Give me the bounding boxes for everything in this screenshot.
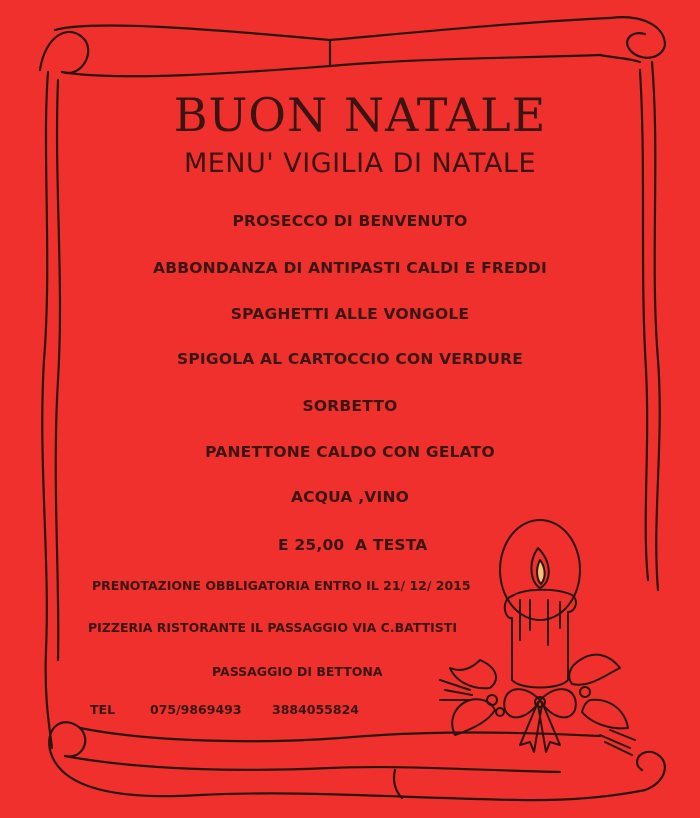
menu-item: SORBETTO (302, 397, 398, 415)
phone-number-landline: 075/9869493 (150, 702, 242, 717)
menu-item: PANETTONE CALDO CON GELATO (205, 443, 495, 461)
phone-label: TEL (90, 702, 116, 717)
page-title: BUON NATALE (173, 88, 547, 142)
menu-subtitle: MENU' VIGILIA DI NATALE (183, 148, 537, 179)
menu-item: ACQUA ,VINO (290, 488, 410, 506)
menu-item: ABBONDANZA DI ANTIPASTI CALDI E FREDDI (153, 259, 547, 277)
candle-with-holly-illustration (440, 520, 635, 755)
restaurant-address: PIZZERIA RISTORANTE IL PASSAGGIO VIA C.BATTISTI (88, 620, 457, 635)
restaurant-locality: PASSAGGIO DI BETTONA (212, 664, 383, 679)
menu-item: SPAGHETTI ALLE VONGOLE (230, 305, 470, 323)
phone-number-mobile: 3884055824 (272, 702, 359, 717)
price-label: A TESTA (355, 536, 428, 554)
menu-item: SPIGOLA AL CARTOCCIO CON VERDURE (177, 350, 523, 368)
price-value: E 25,00 (278, 536, 345, 554)
menu-item: PROSECCO DI BENVENUTO (232, 212, 468, 230)
booking-notice: PRENOTAZIONE OBBLIGATORIA ENTRO IL 21/ 12/ 2015 (92, 578, 471, 593)
